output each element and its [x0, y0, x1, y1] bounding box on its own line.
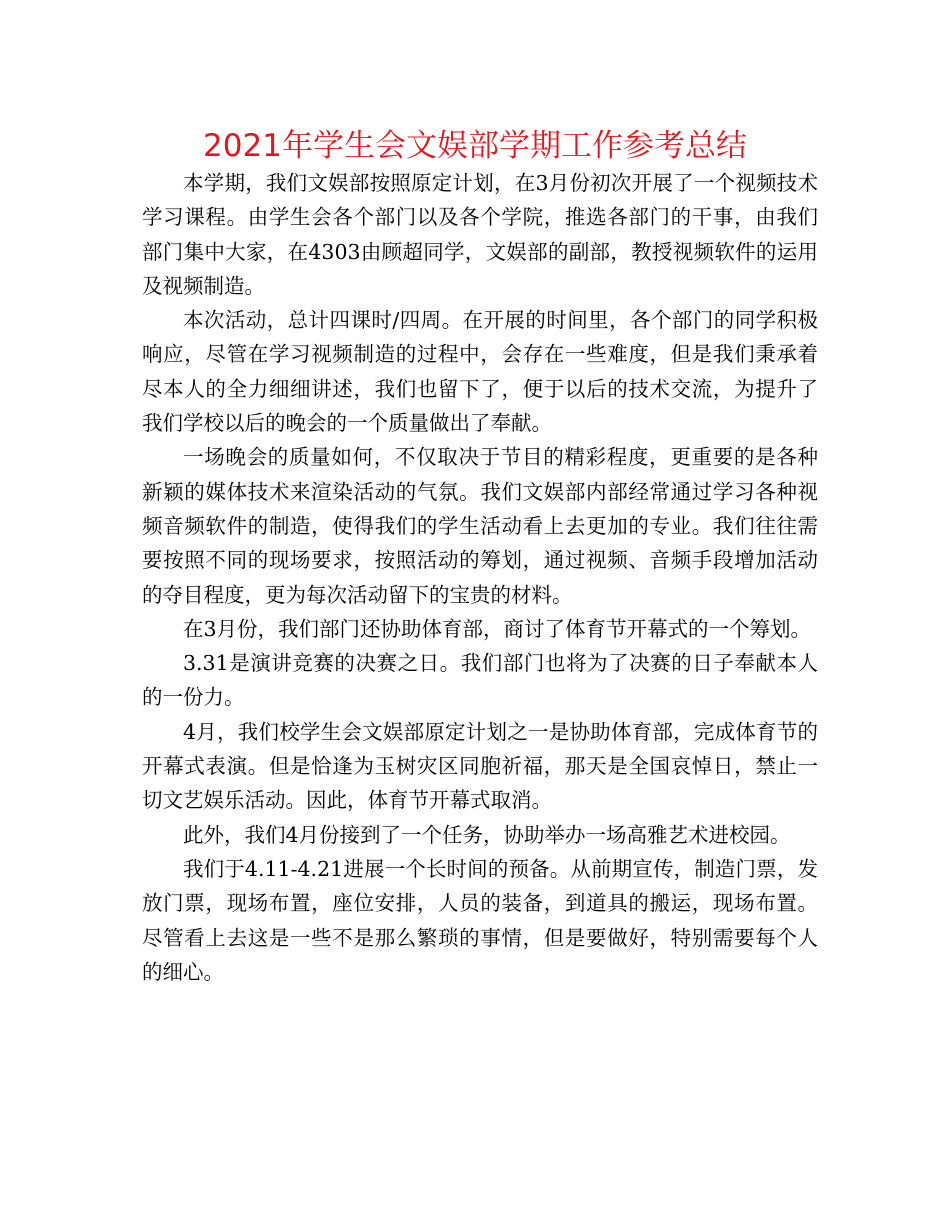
- paragraph-2: 本次活动，总计四课时/四周。在开展的时间里，各个部门的同学积极响应，尽管在学习视频制造的过程中，会存在一些难度，但是我们秉承着尽本人的全力细细讲述，我们也留下了，便于以后的技术交流，为提升了我们学校以后的晚会的一个质量做出了奉献。: [142, 308, 818, 436]
- paragraph-6: 4月，我们校学生会文娱部原定计划之一是协助体育部，完成体育节的开幕式表演。但是恰逢为玉树灾区同胞祈福，那天是全国哀悼日，禁止一切文艺娱乐活动。因此，体育节开幕式取消。: [142, 719, 818, 813]
- paragraph-5: 3.31是演讲竞赛的决赛之日。我们部门也将为了决赛的日子奉献本人的一份力。: [142, 651, 818, 710]
- paragraph-7: 此外，我们4月份接到了一个任务，协助举办一场高雅艺术进校园。: [183, 822, 791, 847]
- paragraph-8: 我们于4.11-4.21进展一个长时间的预备。从前期宣传，制造门票，发放门票，现场布置，座位安排，人员的装备，到道具的搬运，现场布置。尽管看上去这是一些不是那么繁琐的事情，但是要做好，特别需要每个人的细心。: [142, 856, 818, 984]
- paragraph-4: 在3月份，我们部门还协助体育部，商讨了体育节开幕式的一个筹划。: [183, 616, 812, 641]
- document-body: [142, 166, 818, 989]
- paragraph-1: 本学期，我们文娱部按照原定计划，在3月份初次开展了一个视频技术学习课程。由学生会各个部门以及各个学院，推选各部门的干事，由我们部门集中大家，在4303由顾超同学，文娱部的副部，教授视频软件的运用及视频制造。: [142, 171, 818, 298]
- paragraph-3: 一场晚会的质量如何，不仅取决于节目的精彩程度，更重要的是各种新颖的媒体技术来渲染活动的气氛。我们文娱部内部经常通过学习各种视频音频软件的制造，使得我们的学生活动看上去更加的专业。我们往往需要按照不同的现场要求，按照活动的筹划，通过视频、音频手段增加活动的夺目程度，更为每次活动留下的宝贵的材料。: [142, 445, 818, 607]
- document-title: 2021年学生会文娱部学期工作参考总结: [203, 128, 747, 164]
